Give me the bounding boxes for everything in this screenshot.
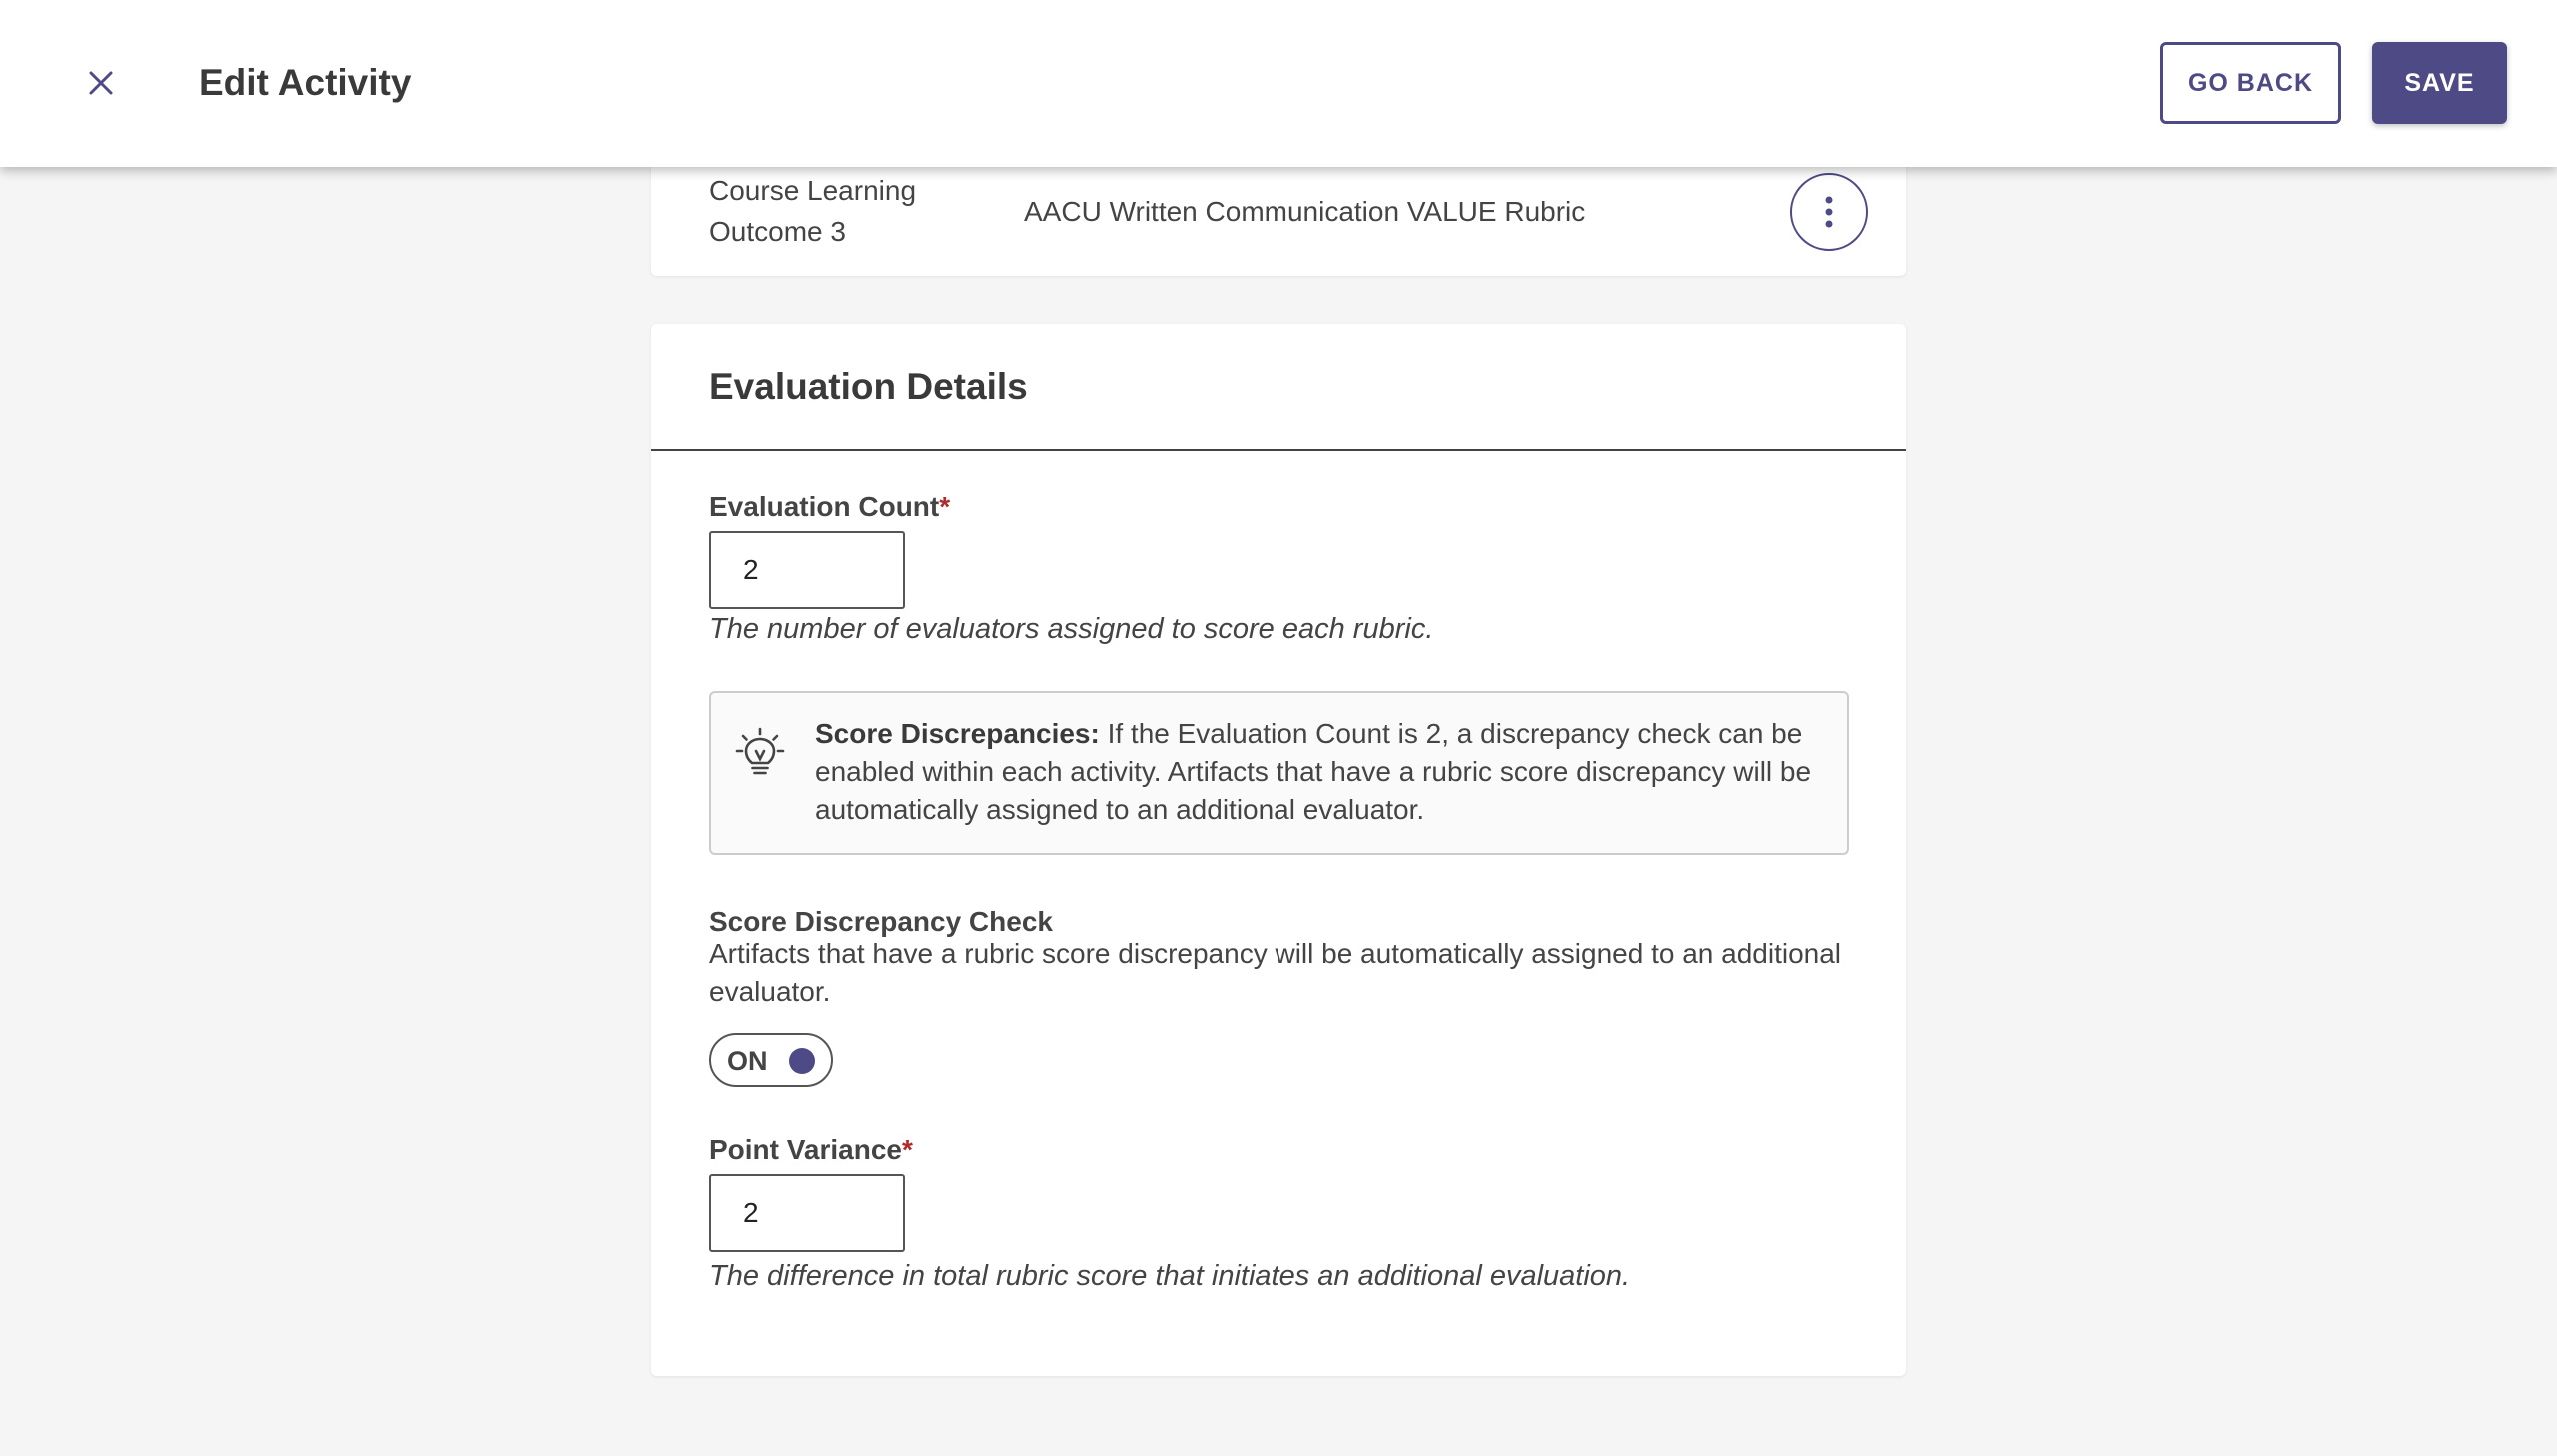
- info-body: If the Evaluation Count is 2, a discrepancy check can be enabled within each activity. Artifacts that have a rubric score discrepancy will be automatically assigned to an additional evaluator.: [815, 718, 1812, 825]
- go-back-button[interactable]: GO BACK: [2160, 42, 2341, 124]
- point-variance-label-text: Point Variance: [709, 1134, 902, 1165]
- point-variance-input[interactable]: [709, 1174, 905, 1252]
- score-discrepancy-check-label: Score Discrepancy Check: [709, 906, 1053, 937]
- more-options-button[interactable]: [1790, 173, 1868, 251]
- section-title: Evaluation Details: [709, 366, 1028, 407]
- score-discrepancy-toggle[interactable]: [709, 1033, 833, 1087]
- more-vertical-icon: [1824, 195, 1834, 229]
- toggle-knob: [789, 1048, 815, 1074]
- evaluation-count-label-text: Evaluation Count: [709, 491, 940, 522]
- score-discrepancies-info: [709, 691, 1849, 855]
- evaluation-count-label: [709, 488, 950, 526]
- top-bar: [0, 0, 2557, 167]
- point-variance-hint: The difference in total rubric score that initiates an additional evaluation.: [709, 1260, 1631, 1292]
- info-text: [815, 715, 1824, 829]
- evaluation-count-hint: The number of evaluators assigned to score each rubric.: [709, 613, 1434, 645]
- required-mark: *: [939, 491, 951, 522]
- page-title: Edit Activity: [199, 62, 412, 103]
- rubric-name: AACU Written Communication VALUE Rubric: [1024, 196, 1586, 227]
- close-icon: [88, 70, 114, 96]
- score-discrepancy-check-description: Artifacts that have a rubric score discrepancy will be automatically assigned to an additional evaluator.: [709, 938, 1842, 1007]
- info-title: Score Discrepancies:: [815, 718, 1100, 749]
- toggle-state-label: ON: [727, 1046, 768, 1076]
- outcome-rubric-card: [651, 150, 1906, 276]
- evaluation-count-input[interactable]: [709, 531, 905, 609]
- required-mark: *: [901, 1134, 913, 1165]
- close-button[interactable]: [78, 60, 124, 106]
- lightbulb-icon: [735, 727, 785, 779]
- evaluation-details-card: [651, 324, 1906, 1376]
- section-header: [651, 324, 1906, 451]
- point-variance-label: [709, 1131, 913, 1169]
- outcome-name: Course Learning Outcome 3: [709, 175, 917, 247]
- save-button[interactable]: SAVE: [2372, 42, 2507, 124]
